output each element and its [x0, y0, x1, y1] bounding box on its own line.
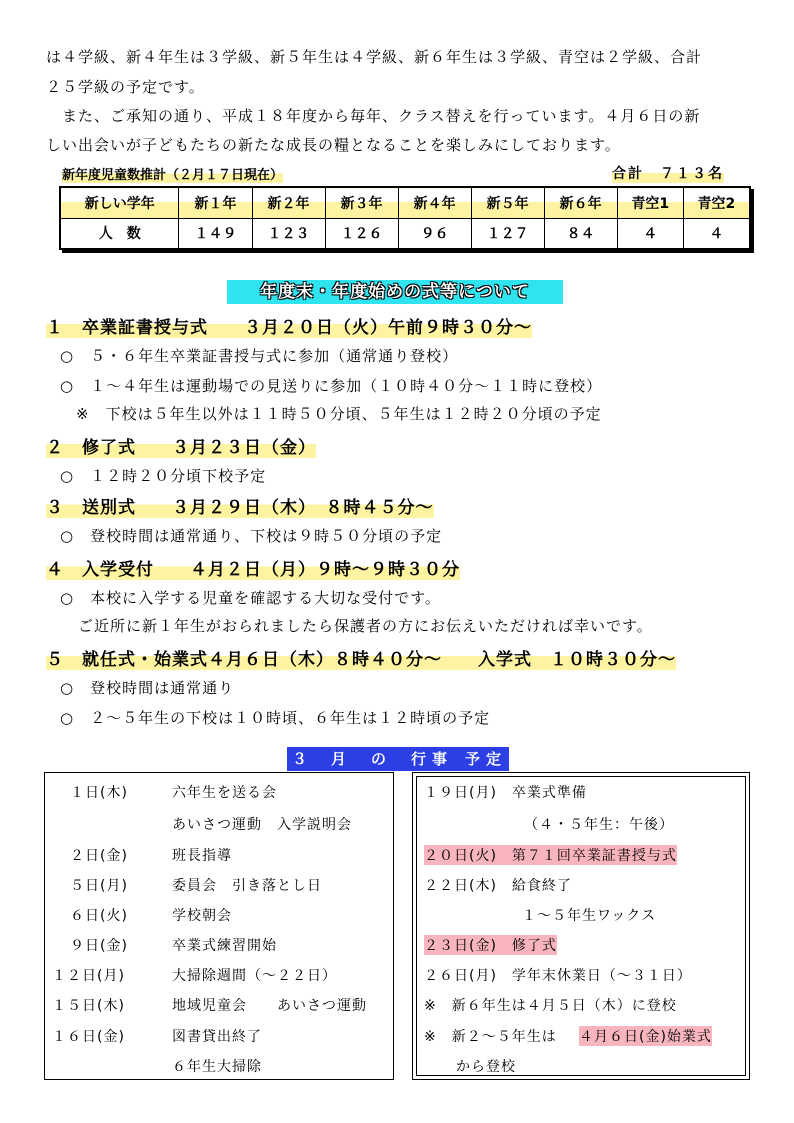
event-line: １～５年生ワックス [522, 908, 657, 924]
table-header-cell: 新６年 [544, 188, 617, 219]
intro-line-3: また、ご承知の通り、平成１８年度から毎年、クラス替えを行っています。４月６日の新 [62, 107, 701, 125]
events-banner-part: ３ [292, 750, 308, 768]
event-line-highlight: ２０日(火) 第７１回卒業証書授与式 [424, 845, 677, 865]
event-text: 図書貸出終了 [172, 1029, 262, 1045]
student-count-table [59, 186, 751, 250]
table-header-cell: 新しい学年 [61, 188, 179, 219]
table-cell: １２３ [252, 218, 325, 249]
event-date: １２日(月) [52, 968, 125, 984]
item-5-note-a: ○ 登校時間は通常通り [60, 679, 235, 697]
table-header-cell: 新１年 [179, 188, 252, 219]
events-banner-part: 行事 [411, 750, 454, 768]
event-date: １６日(金) [52, 1029, 125, 1045]
item-1-note-b: ○ １～４年生は運動場での見送りに参加（１０時４０分～１１時に登校） [60, 377, 603, 395]
table-header-cell: 青空1 [617, 188, 683, 219]
event-text: 委員会 引き落とし日 [172, 878, 322, 894]
event-text: 大掃除週間（～２２日） [172, 968, 337, 984]
item-1-note-a: ○ ５・６年生卒業証書授与式に参加（通常通り登校） [60, 347, 459, 365]
item-1-heading: １ 卒業証書授与式 ３月２０日（火）午前９時３０分～ [46, 313, 532, 338]
event-date: １５日(木) [52, 998, 125, 1014]
table-row [61, 218, 750, 249]
event-line: （４・５年生：午後） [524, 817, 674, 833]
event-date: ９日(金) [70, 938, 128, 954]
count-table-title: 新年度児童数推計（２月１７日現在） [62, 164, 283, 183]
event-line: から登校 [456, 1059, 516, 1075]
item-2-heading: ２ 修了式 ３月２３日（金） [46, 433, 316, 458]
events-banner-part: の [371, 750, 387, 768]
event-line: ※ 新６年生は４月５日（木）に登校 [424, 998, 677, 1014]
table-row-label: 人 数 [61, 218, 179, 249]
item-4-note-a: ○ 本校に入学する児童を確認する大切な受付です。 [60, 589, 441, 607]
event-text: 学校朝会 [172, 908, 232, 924]
event-date: ５日(月) [70, 878, 128, 894]
item-4-note-b: ご近所に新１年生がおられましたら保護者の方にお伝えいただければ幸いです。 [78, 617, 653, 635]
event-line: ２２日(木) 給食終了 [424, 878, 572, 894]
event-date: １日(木) [70, 785, 128, 801]
event-text: あいさつ運動 入学説明会 [172, 817, 352, 833]
events-banner [287, 747, 509, 771]
intro-line-1: は４学級、新４年生は３学級、新５年生は４学級、新６年生は３学級、青空は２学級、合計 [46, 48, 703, 66]
table-header-cell: 新４年 [398, 188, 471, 219]
intro-line-2: ２５学級の予定です。 [46, 78, 205, 96]
intro-line-4: しい出会いが子どもたちの新たな成長の糧となることを楽しみにしております。 [46, 136, 621, 154]
item-4-heading: ４ 入学受付 ４月２日（月）９時～９時３０分 [46, 555, 460, 580]
event-date: ６日(火) [70, 908, 128, 924]
item-5-note-b: ○ ２～５年生の下校は１０時頃、６年生は１２時頃の予定 [60, 709, 491, 727]
event-line: ※ 新２～５年生は [424, 1029, 557, 1045]
events-banner-part: 月 [331, 750, 347, 768]
table-header-cell: 新３年 [325, 188, 398, 219]
table-cell: ４ [617, 218, 683, 249]
table-cell: １２７ [471, 218, 544, 249]
table-header-cell: 新５年 [471, 188, 544, 219]
table-header-row [61, 188, 750, 219]
events-banner-part: 予定 [465, 750, 508, 768]
item-2-note-a: ○ １２時２０分頃下校予定 [60, 467, 267, 485]
table-cell: １４９ [179, 218, 252, 249]
ceremony-banner: 年度末・年度始めの式等について [227, 280, 563, 304]
count-table-total: 合計 ７１３名 [612, 163, 724, 183]
event-text: ６年生大掃除 [172, 1059, 262, 1075]
event-line-highlight: ４月６日(金)始業式 [579, 1026, 712, 1046]
item-3-note-a: ○ 登校時間は通常通り、下校は９時５０分頃の予定 [60, 527, 443, 545]
event-text: 六年生を送る会 [172, 785, 277, 801]
table-cell: １２６ [325, 218, 398, 249]
table-cell: ９６ [398, 218, 471, 249]
table-header-cell: 新２年 [252, 188, 325, 219]
table-cell: ８４ [544, 218, 617, 249]
item-5-heading: ５ 就任式・始業式４月６日（木）８時４０分～ 入学式 １０時３０分～ [46, 645, 676, 670]
event-text: 地域児童会 あいさつ運動 [172, 998, 367, 1014]
event-line: ２６日(月) 学年末休業日（～３１日） [424, 968, 692, 984]
event-line-highlight: ２３日(金) 修了式 [424, 935, 557, 955]
event-line: １９日(月) 卒業式準備 [424, 785, 587, 801]
item-1-note-c: ※ 下校は５年生以外は１１時５０分頃、５年生は１２時２０分頃の予定 [76, 405, 602, 423]
event-text: 班長指導 [172, 848, 232, 864]
event-text: 卒業式練習開始 [172, 938, 277, 954]
table-cell: ４ [683, 218, 749, 249]
event-date: ２日(金) [70, 848, 128, 864]
item-3-heading: ３ 送別式 ３月２９日（木） ８時４５分～ [46, 493, 434, 518]
table-header-cell: 青空2 [683, 188, 749, 219]
